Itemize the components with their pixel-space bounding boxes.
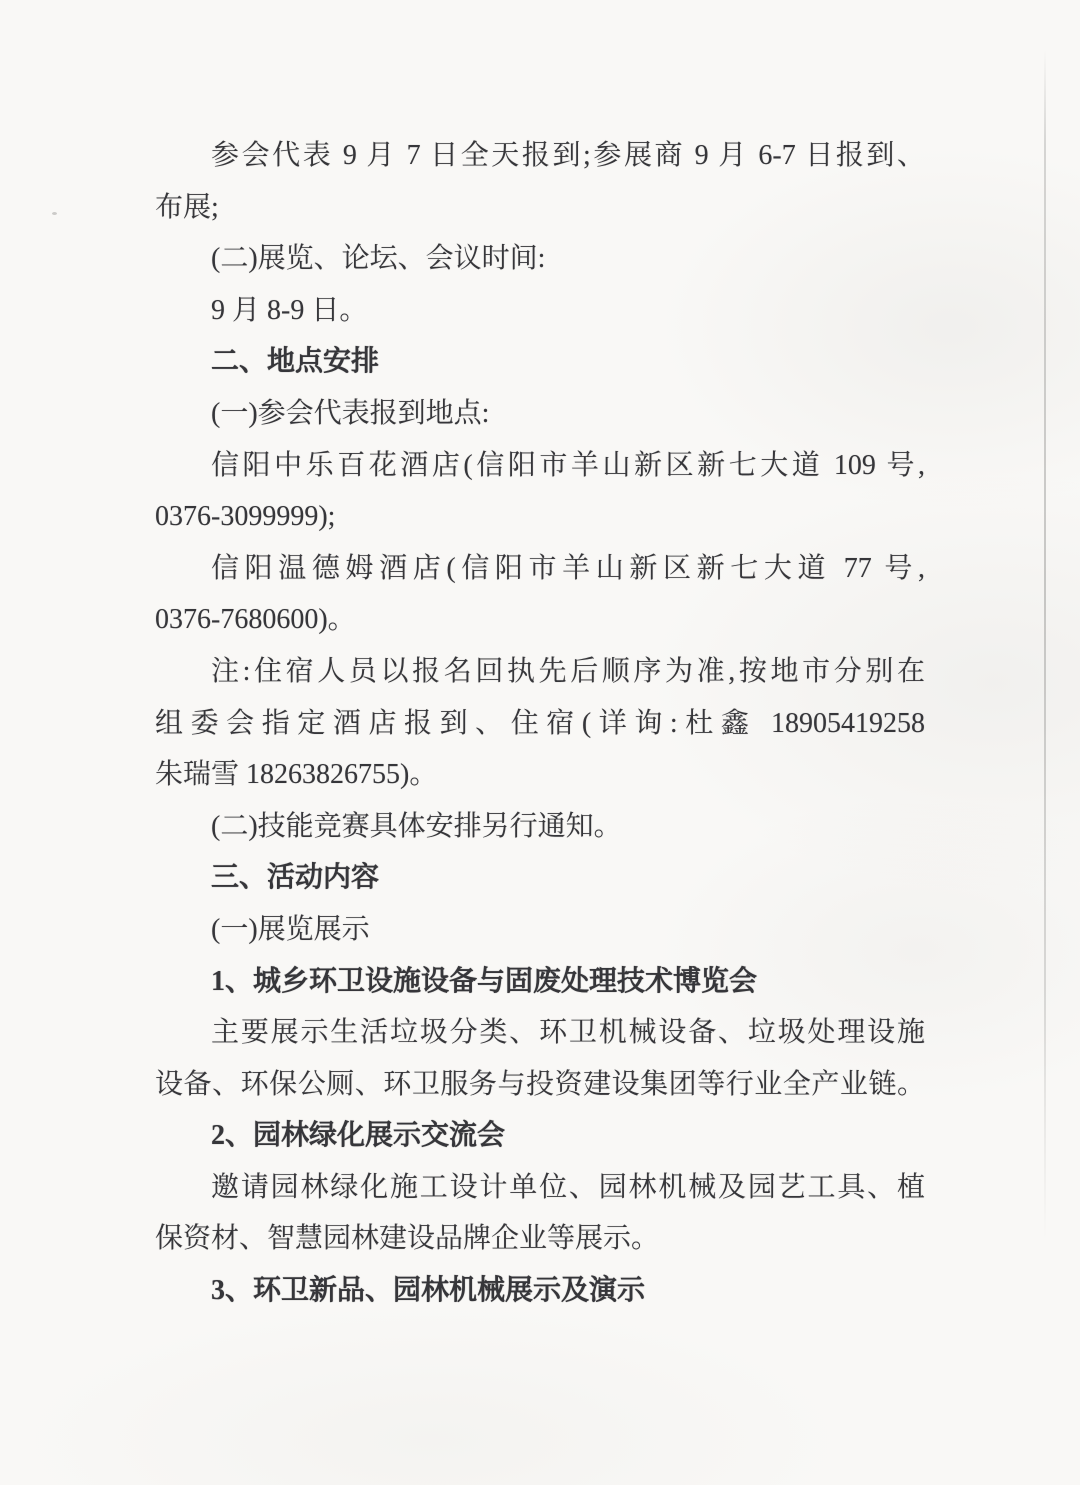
text-line: 主要展示生活垃圾分类、环卫机械设备、垃圾处理设施 — [211, 1017, 925, 1049]
text-line: 9 月 8-9 日。 — [211, 294, 368, 326]
text-line: 参会代表 9 月 7 日全天报到;参展商 9 月 6-7 日报到、 — [211, 140, 925, 171]
text-line: (一)展览展示 — [211, 913, 370, 945]
heading-location-arrangement: 二、地点安排 — [211, 346, 380, 378]
text-line: 保资材、智慧园林建设品牌企业等展示。 — [155, 1223, 660, 1255]
text-line: 设备、环保公厕、环卫服务与投资建设集团等行业全产业链。 — [155, 1068, 925, 1100]
text-line: 朱瑞雪 18263826755)。 — [155, 759, 438, 791]
text-line: (一)参会代表报到地点: — [211, 397, 490, 429]
scan-speck — [52, 212, 57, 215]
text-line: (二)展览、论坛、会议时间: — [211, 243, 546, 275]
text-line: 组委会指定酒店报到、住宿(详询:杜鑫 18905419258 — [155, 707, 925, 739]
document-body — [155, 130, 925, 1317]
scan-edge-artifact — [1044, 50, 1046, 1240]
heading-expo-sanitation: 1、城乡环卫设施设备与固废处理技术博览会 — [211, 965, 758, 997]
text-line: 邀请园林绿化施工设计单位、园林机械及园艺工具、植 — [211, 1171, 925, 1203]
text-line: 信阳中乐百花酒店(信阳市羊山新区新七大道 109 号, — [211, 449, 925, 481]
text-line: 注:住宿人员以报名回执先后顺序为准,按地市分别在 — [211, 655, 925, 687]
text-line: 0376-7680600)。 — [155, 604, 356, 636]
text-line: 信阳温德姆酒店(信阳市羊山新区新七大道 77 号, — [211, 552, 925, 584]
heading-expo-demo: 3、环卫新品、园林机械展示及演示 — [211, 1275, 646, 1307]
text-line: (二)技能竞赛具体安排另行通知。 — [211, 810, 622, 842]
heading-expo-landscaping: 2、园林绿化展示交流会 — [211, 1120, 506, 1152]
text-line: 0376-3099999); — [155, 501, 336, 533]
heading-activity-content: 三、活动内容 — [211, 862, 380, 894]
text-line: 布展; — [155, 191, 219, 223]
